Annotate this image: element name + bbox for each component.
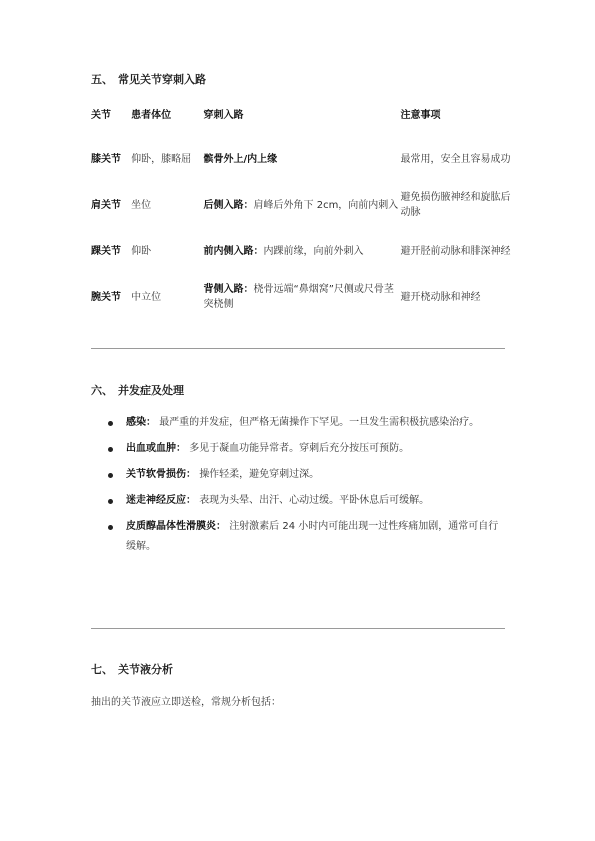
route-text: 内踝前缘，向前外刺入: [263, 245, 364, 257]
cell-note: 避开胫前动脉和腓深神经: [400, 245, 511, 257]
bullet-icon: [108, 421, 113, 426]
item-text: 注射激素后 24 小时内可能出现一过性疼痛加剧，通常可自行缓解。: [126, 521, 499, 552]
item-term: 迷走神经反应：: [126, 495, 196, 506]
section-number: 七、: [91, 663, 113, 676]
section-heading-7: [91, 661, 173, 677]
route-text: 桡骨远端“鼻烟窝”尺侧或尺骨茎突桡侧: [203, 284, 394, 310]
cell-position: 仰卧，膝略屈: [131, 153, 192, 165]
cell-joint: 膝关节: [91, 153, 121, 165]
cell-joint: 腕关节: [91, 291, 121, 303]
item-term: 感染：: [126, 417, 156, 428]
cell-joint: 踝关节: [91, 245, 121, 257]
bullet-icon: [108, 473, 113, 478]
section-divider: [91, 628, 505, 629]
cell-route: [204, 136, 401, 182]
bullet-icon: [108, 499, 113, 504]
item-term: 关节软骨损伤：: [126, 469, 196, 480]
section-heading-6: [91, 382, 184, 398]
section-divider: [91, 348, 505, 349]
table-row: [91, 182, 511, 228]
section-paragraph: 抽出的关节液应立即送检，常规分析包括：: [91, 697, 281, 708]
cell-position: 坐位: [131, 199, 152, 211]
table-header-row: [91, 104, 511, 136]
table-row: [91, 136, 511, 182]
list-item: [108, 465, 508, 485]
item-text: 多见于凝血功能异常者。穿刺后充分按压可预防。: [189, 443, 410, 454]
section-number: 六、: [91, 384, 113, 397]
item-text: 最严重的并发症，但严格无菌操作下罕见。一旦发生需积极抗感染治疗。: [159, 417, 480, 428]
section-heading-5: [91, 71, 206, 87]
item-term: 出血或血肿：: [126, 443, 186, 454]
header-notes: 注意事项: [400, 110, 441, 121]
route-text: 肩峰后外角下 2cm，向前内刺入: [253, 199, 399, 211]
cell-position: 仰卧: [131, 245, 152, 257]
complications-list: [108, 413, 508, 563]
cell-position: 中立位: [131, 291, 162, 303]
item-text: 表现为头晕、出汗、心动过缓。平卧休息后可缓解。: [199, 495, 430, 506]
section-title: 关节液分析: [118, 663, 173, 676]
bullet-icon: [108, 447, 113, 452]
cell-route: [204, 274, 401, 320]
cell-joint: 肩关节: [91, 199, 121, 211]
table-row: [91, 228, 511, 274]
table-row: [91, 274, 511, 320]
route-bold: 髌骨外上/内上缘: [203, 153, 278, 165]
route-bold: 背侧入路：: [203, 284, 254, 295]
cell-route: [204, 182, 401, 228]
list-item: [108, 517, 508, 557]
route-bold: 前内侧入路：: [203, 245, 264, 257]
list-item: [108, 413, 508, 433]
header-position: 患者体位: [131, 110, 172, 121]
item-term: 皮质醇晶体性滑膜炎：: [126, 521, 226, 532]
section-title: 常见关节穿刺入路: [118, 73, 206, 86]
cell-note: 避开桡动脉和神经: [400, 291, 481, 303]
header-joint: 关节: [91, 110, 111, 121]
section-number: 五、: [91, 73, 113, 86]
cell-route: [204, 228, 401, 274]
list-item: [108, 491, 508, 511]
header-route: 穿刺入路: [203, 110, 244, 121]
section-title: 并发症及处理: [118, 384, 184, 397]
route-bold: 后侧入路：: [203, 199, 254, 211]
item-text: 操作轻柔，避免穿刺过深。: [199, 469, 320, 480]
bullet-icon: [108, 525, 113, 530]
cell-note: 最常用，安全且容易成功: [400, 153, 511, 165]
list-item: [108, 439, 508, 459]
cell-note: 避免损伤腋神经和旋肱后动脉: [400, 192, 511, 218]
approach-table: [91, 104, 511, 320]
